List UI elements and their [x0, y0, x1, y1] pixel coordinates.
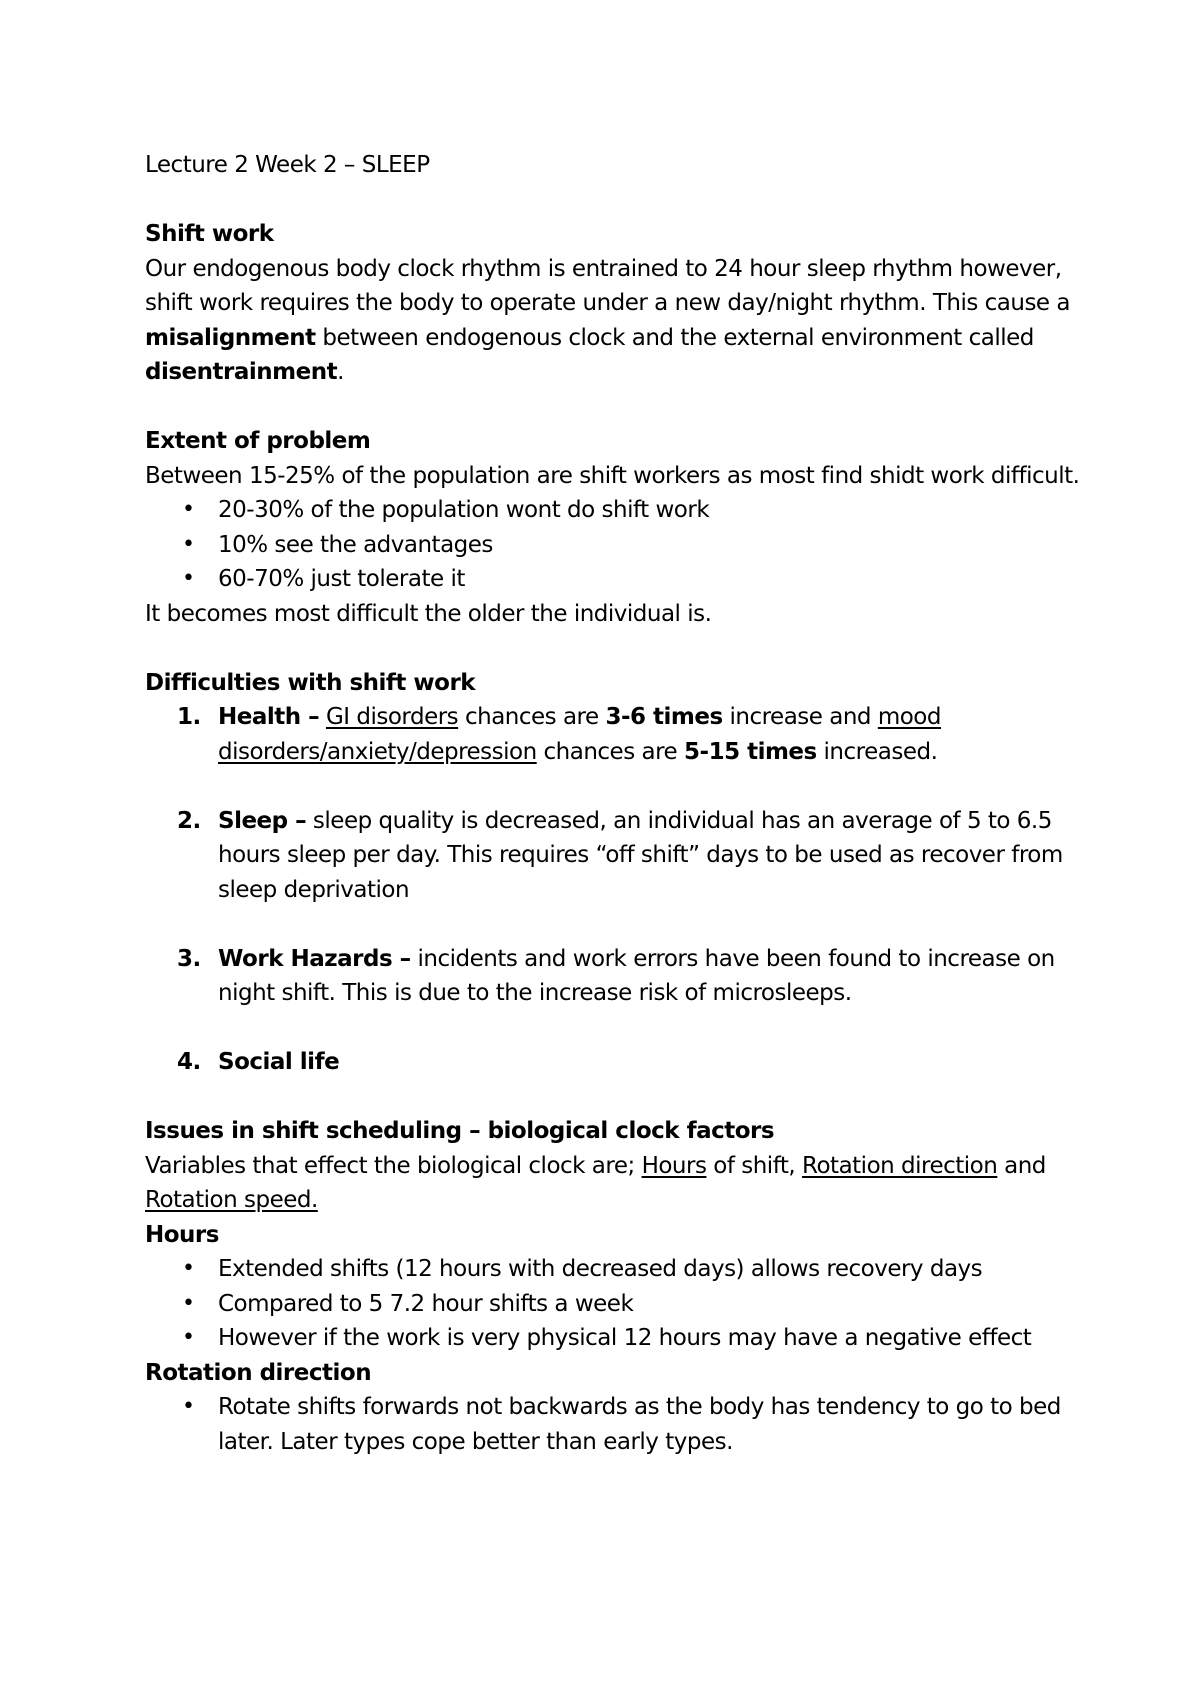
difficulty-sleep [145, 804, 1105, 908]
spacer [145, 907, 1105, 942]
list-number: 3. [177, 945, 201, 972]
list-number: 1. [177, 704, 201, 730]
list-item: • 10% see the advantages [145, 528, 1105, 563]
issues-text: and [997, 1152, 1046, 1179]
health-text: chances are [458, 704, 606, 730]
work-hazards-text: incidents and work errors have been found to increase on night shift. This is due to the increase risk of microsleeps. [218, 945, 1055, 1006]
gi-multiplier: 3-6 times [605, 704, 723, 730]
spacer [145, 390, 1105, 425]
hours-heading: Hours [145, 1221, 219, 1248]
extent-heading: Extent of problem [145, 428, 371, 454]
issues-paragraph [145, 1149, 1105, 1218]
shift-work-text-mid: between endogenous clock and the external environment called [315, 324, 1034, 351]
spacer [145, 769, 1105, 804]
extent-outro: It becomes most difficult the older the individual is. [145, 600, 712, 627]
hours-term: Hours [641, 1152, 707, 1179]
document-title: Lecture 2 Week 2 – SLEEP [145, 152, 430, 178]
spacer [145, 1080, 1105, 1115]
list-number: 2. [177, 807, 201, 834]
hours-bullet-list [145, 1252, 1105, 1356]
difficulty-social-life [145, 1045, 1105, 1080]
health-text: increase and [722, 704, 878, 730]
difficulties-list [145, 804, 1105, 908]
sleep-label: Sleep – [218, 807, 307, 834]
difficulty-health [145, 700, 1105, 769]
document-body [145, 148, 1105, 1459]
gi-disorders-term: GI disorders [325, 704, 459, 730]
issues-text: of shift, [706, 1152, 803, 1179]
rotation-direction-term: Rotation direction [802, 1152, 998, 1179]
difficulty-work-hazards [145, 942, 1105, 1011]
difficulties-list [145, 700, 1105, 769]
rotation-speed-term: Rotation speed. [145, 1187, 318, 1213]
health-text: chances are [536, 738, 685, 765]
spacer [145, 1011, 1105, 1046]
spacer [145, 183, 1105, 218]
rotation-bullet-list [145, 1390, 1105, 1459]
social-life-label: Social life [218, 1049, 340, 1075]
health-text: increased. [816, 738, 938, 765]
text-space [319, 704, 326, 730]
difficulties-heading: Difficulties with shift work [145, 669, 476, 696]
list-number: 4. [177, 1049, 201, 1075]
shift-work-text: Our endogenous body clock rhythm is entrained to 24 hour sleep rhythm however, shift work requires the body to operate under a new day/night rhythm. This cause a [145, 255, 1070, 316]
difficulties-list [145, 942, 1105, 1011]
sleep-text: sleep quality is decreased, an individual has an average of 5 to 6.5 hours sleep per day. This requires “off shift” days to be used as recover from sleep deprivation [218, 807, 1063, 903]
difficulties-list [145, 1045, 1105, 1080]
mood-multiplier: 5-15 times [684, 738, 817, 765]
list-item: • 60-70% just tolerate it [145, 562, 1105, 597]
issues-text: Variables that effect the biological clock are; [145, 1152, 642, 1179]
disentrainment-term: disentrainment [145, 359, 338, 385]
misalignment-term: misalignment [145, 324, 316, 351]
issues-heading: Issues in shift scheduling – biological clock factors [145, 1118, 775, 1144]
work-hazards-label: Work Hazards – [218, 945, 411, 972]
shift-work-text-end: . [337, 359, 344, 385]
shift-work-heading: Shift work [145, 221, 274, 247]
rotation-direction-heading: Rotation direction [145, 1359, 372, 1386]
list-item: • Compared to 5 7.2 hour shifts a week [145, 1287, 1105, 1322]
list-item: • 20-30% of the population wont do shift work [145, 493, 1105, 528]
health-label: Health – [218, 704, 320, 730]
spacer [145, 631, 1105, 666]
list-item: • However if the work is very physical 12 hours may have a negative effect [145, 1321, 1105, 1356]
mood-disorders-term: mood disorders/anxiety/depression [218, 704, 941, 765]
list-item: • Rotate shifts forwards not backwards as the body has tendency to go to bed later. Later types cope better than early types. [145, 1390, 1105, 1459]
extent-bullet-list [145, 493, 1105, 597]
extent-intro: Between 15-25% of the population are shift workers as most find shidt work difficult. [145, 462, 1080, 489]
shift-work-paragraph [145, 252, 1105, 390]
list-item: • Extended shifts (12 hours with decreased days) allows recovery days [145, 1252, 1105, 1287]
